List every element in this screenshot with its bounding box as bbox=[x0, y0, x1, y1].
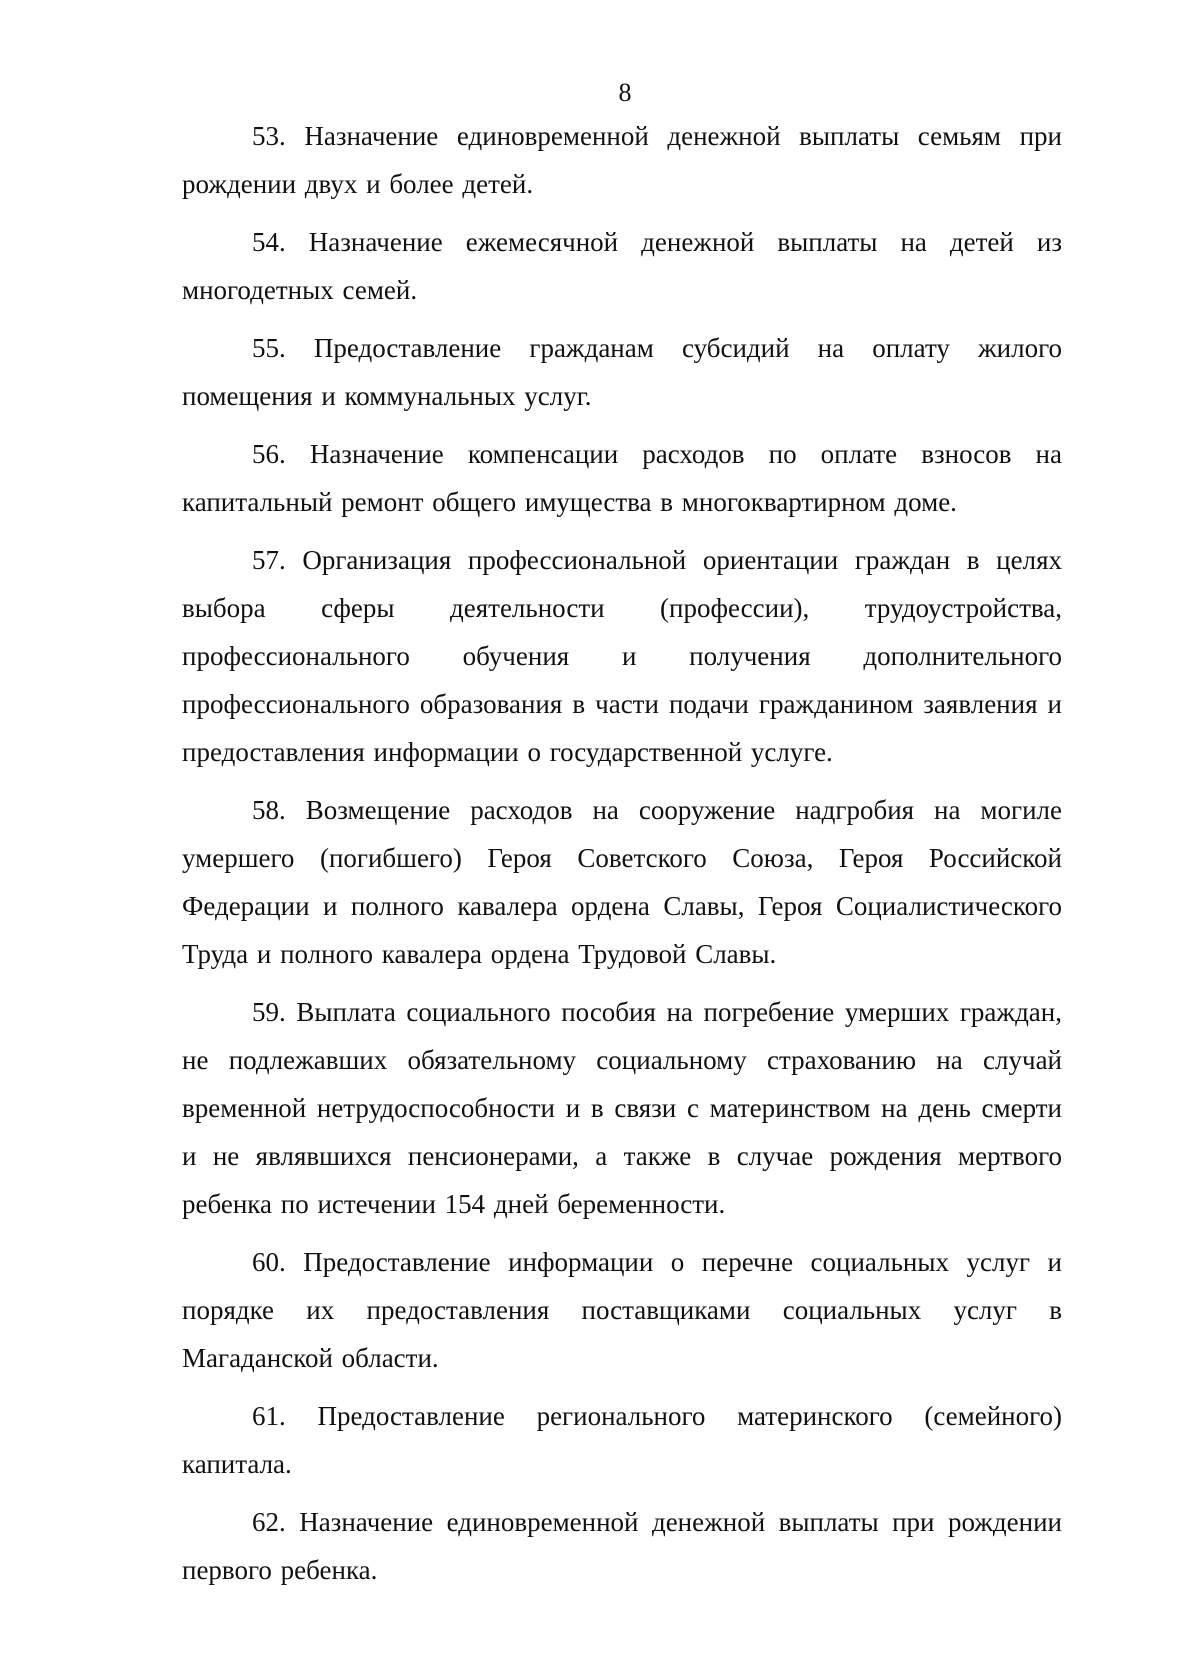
list-item-62: 62. Назначение единовременной денежной выплаты при рождении первого ребенка. bbox=[182, 1507, 1062, 1585]
list-item-53: 53. Назначение единовременной денежной выплаты семьям при рождении двух и более детей. bbox=[182, 121, 1062, 199]
list-item-59: 59. Выплата социального пособия на погребение умерших граждан, не подлежавших обязательному социальному страхованию на случай временной нетрудоспособности и в связи с материнством на день смерти и не являвшихся пенсионерами, а также в случае рождения мертвого ребенка по истечении 154 дней беременности. bbox=[182, 997, 1062, 1219]
list-item-61: 61. Предоставление регионального материнского (семейного) капитала. bbox=[182, 1401, 1062, 1479]
page-number: 8 bbox=[618, 78, 632, 107]
list-item-60: 60. Предоставление информации о перечне социальных услуг и порядке их предоставления поставщиками социальных услуг в Магаданской области. bbox=[182, 1247, 1062, 1373]
list-item-54: 54. Назначение ежемесячной денежной выплаты на детей из многодетных семей. bbox=[182, 227, 1062, 305]
list-item-55: 55. Предоставление гражданам субсидий на оплату жилого помещения и коммунальных услуг. bbox=[182, 333, 1062, 411]
list-item-57: 57. Организация профессиональной ориентации граждан в целях выбора сферы деятельности (профессии), трудоустройства, профессионального обучения и получения дополнительного профессионального образования в части подачи гражданином заявления и предоставления информации о государственной услуге. bbox=[182, 545, 1062, 767]
list-item-56: 56. Назначение компенсации расходов по оплате взносов на капитальный ремонт общего имущества в многоквартирном доме. bbox=[182, 439, 1062, 517]
list-item-58: 58. Возмещение расходов на сооружение надгробия на могиле умершего (погибшего) Героя Советского Союза, Героя Российской Федерации и полного кавалера ордена Славы, Героя Социалистического Труда и полного кавалера ордена Трудовой Славы. bbox=[182, 795, 1062, 969]
document-body bbox=[182, 112, 1062, 1604]
